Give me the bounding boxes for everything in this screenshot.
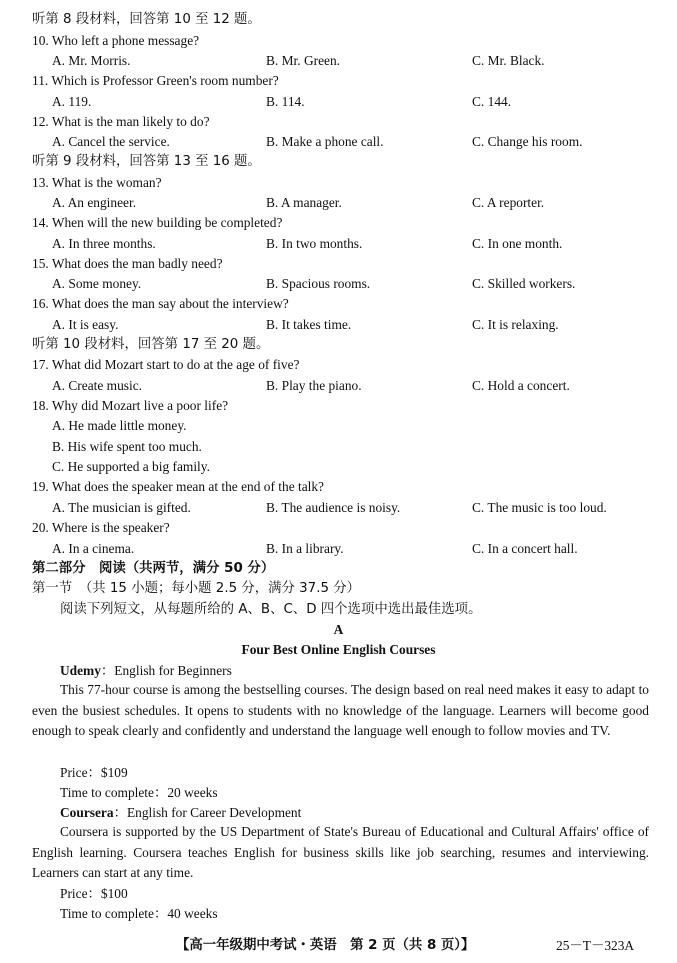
q15-option-c: C. Skilled workers. [472, 276, 576, 291]
q12-option-c: C. Change his room. [472, 134, 583, 149]
coursera-price: Price：$100 [60, 886, 128, 901]
coursera-subtitle: ：English for Career Development [113, 805, 302, 820]
listening-intro-9: 听第 9 段材料，回答第 13 至 16 题。 [32, 154, 261, 169]
reading-section-1: 第一节 （共 15 小题；每小题 2.5 分，满分 37.5 分） [32, 581, 361, 596]
q10-option-a: A. Mr. Morris. [52, 53, 131, 68]
q11-option-a: A. 119. [52, 94, 92, 109]
q10-option-b: B. Mr. Green. [266, 53, 341, 68]
q19-option-b: B. The audience is noisy. [266, 500, 401, 515]
question-16: 16. What does the man say about the interview? [32, 296, 289, 311]
q13-option-b: B. A manager. [266, 195, 342, 210]
q18-option-b: B. His wife spent too much. [52, 439, 202, 454]
q11-option-c: C. 144. [472, 94, 512, 109]
listening-intro-10: 听第 10 段材料，回答第 17 至 20 题。 [32, 337, 270, 352]
question-17: 17. What did Mozart start to do at the age of five? [32, 357, 300, 372]
udemy-time: Time to complete：20 weeks [60, 785, 218, 800]
passage-letter: A [333, 622, 344, 637]
question-19: 19. What does the speaker mean at the end of the talk? [32, 479, 325, 494]
question-11: 11. Which is Professor Green's room number? [32, 73, 279, 88]
q12-option-a: A. Cancel the service. [52, 134, 170, 149]
footer-title: 【高一年级期中考试・英语 第 2 页（共 8 页）】 [176, 938, 475, 953]
q13-option-a: A. An engineer. [52, 195, 137, 210]
listening-intro-8: 听第 8 段材料，回答第 10 至 12 题。 [32, 12, 261, 27]
udemy-heading [60, 662, 232, 680]
q17-option-c: C. Hold a concert. [472, 378, 570, 393]
q13-option-c: C. A reporter. [472, 195, 545, 210]
coursera-name: Coursera [60, 805, 114, 820]
udemy-body: This 77-hour course is among the bestselling courses. The design based on real need makes it easy to adapt to even the busiest schedules. It opens to students with no knowledge of the language. Learners will become good enough to speak clearly and confidently and understand the language well enough to follow movies and TV. [32, 682, 649, 738]
q15-option-a: A. Some money. [52, 276, 142, 291]
coursera-heading [60, 804, 301, 822]
q19-option-a: A. The musician is gifted. [52, 500, 191, 515]
footer-code: 25－T－323A [556, 938, 635, 953]
coursera-body: Coursera is supported by the US Department of State's Bureau of Educational and Cultural Affairs' office of English learning. Coursera teaches English for business skills like job searching, resumes and interviewing. Learners can start at any time. [32, 824, 649, 880]
question-10: 10. Who left a phone message? [32, 33, 200, 48]
reading-part-title: 第二部分 阅读（共两节，满分 50 分） [32, 561, 275, 576]
udemy-name: Udemy [60, 663, 101, 678]
question-14: 14. When will the new building be completed? [32, 215, 283, 230]
question-18: 18. Why did Mozart live a poor life? [32, 398, 229, 413]
udemy-subtitle: ：English for Beginners [100, 663, 232, 678]
q20-option-a: A. In a cinema. [52, 541, 135, 556]
q16-option-b: B. It takes time. [266, 317, 352, 332]
q18-option-c: C. He supported a big family. [52, 459, 210, 474]
coursera-time: Time to complete：40 weeks [60, 906, 218, 921]
udemy-price: Price：$109 [60, 765, 128, 780]
q14-option-a: A. In three months. [52, 236, 156, 251]
question-12: 12. What is the man likely to do? [32, 114, 210, 129]
q12-option-b: B. Make a phone call. [266, 134, 384, 149]
q10-option-c: C. Mr. Black. [472, 53, 545, 68]
question-15: 15. What does the man badly need? [32, 256, 223, 271]
q14-option-c: C. In one month. [472, 236, 563, 251]
question-13: 13. What is the woman? [32, 175, 162, 190]
q20-option-b: B. In a library. [266, 541, 344, 556]
q18-option-a: A. He made little money. [52, 418, 187, 433]
q19-option-c: C. The music is too loud. [472, 500, 607, 515]
passage-title: Four Best Online English Courses [241, 642, 436, 657]
q17-option-a: A. Create music. [52, 378, 142, 393]
q16-option-a: A. It is easy. [52, 317, 119, 332]
q14-option-b: B. In two months. [266, 236, 363, 251]
reading-instruction: 阅读下列短文，从每题所给的 A、B、C、D 四个选项中选出最佳选项。 [60, 602, 482, 617]
q20-option-c: C. In a concert hall. [472, 541, 578, 556]
question-20: 20. Where is the speaker? [32, 520, 170, 535]
q17-option-b: B. Play the piano. [266, 378, 362, 393]
q11-option-b: B. 114. [266, 94, 305, 109]
q16-option-c: C. It is relaxing. [472, 317, 559, 332]
q15-option-b: B. Spacious rooms. [266, 276, 371, 291]
